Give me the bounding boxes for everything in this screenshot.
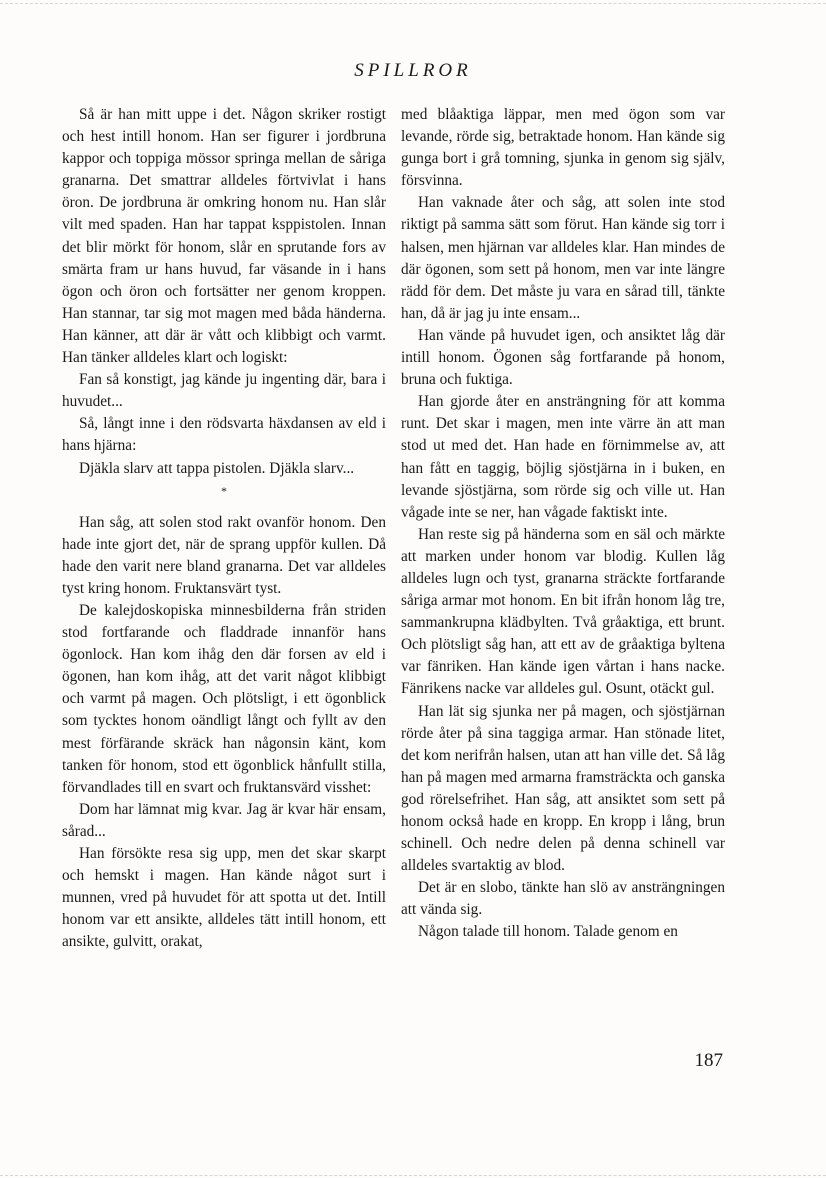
paragraph: Han lät sig sjunka ner på magen, och sjöstjärnan rörde åter på sina taggiga armar. Han stönade litet, det kom nerifrån halsen, utan att han ville det. Så låg han på magen med armarna framsträckta och ganska god rörelsefrihet. Han såg, att ansiktet som sett på honom också hade en kropp. En kropp i lång, brun schinell. Och nedre delen på denna schinell var alldeles svartaktig av blod. bbox=[401, 702, 725, 875]
paragraph: Han försökte resa sig upp, men det skar skarpt och hemskt i magen. Han kände något surt i munnen, vred på huvudet för att spotta ut det. Intill honom var ett ansikte, alldeles tätt intill honom, ett ansikte, gulvitt, orakat, bbox=[62, 845, 386, 951]
section-separator: * bbox=[221, 483, 227, 498]
paragraph: De kalejdoskopiska minnesbilderna från striden stod fortfarande och fladdrade innanför hans ögonlock. Han kom ihåg den där forsen av eld i ögonen, han kom ihåg, att det varit något klibbigt och varmt på magen. Och plötsligt, i ett ögonblick som tycktes honom oändligt långt och fyllt av den mest förfärande skräck han någonsin känt, kom tanken för honom, stod ett ögonblick hånfullt stilla, förvandlades till en svart och fruktansvärd visshet: bbox=[62, 601, 386, 796]
left-column bbox=[62, 104, 386, 953]
paragraph: med blåaktiga läppar, men med ögon som var levande, rörde sig, betraktade honom. Han kände sig gunga bort i grå tomning, sjunka in genom sig själv, försvinna. bbox=[401, 106, 725, 190]
paragraph: Någon talade till honom. Talade genom en bbox=[418, 923, 678, 941]
paragraph: Han gjorde åter en ansträngning för att komma runt. Det skar i magen, men inte värre än att man stod ut med det. Han hade en förnimmelse av, att han fått en taggig, böjlig sjöstjärna in i buken, en levande sjöstjärna, som rörde sig och ville ut. Han vågade inte se ner, han vågade faktiskt inte. bbox=[401, 393, 725, 521]
paragraph: Han reste sig på händerna som en säl och märkte att marken under honom var blodig. Kullen låg alldeles lugn och tyst, granarna sträckte fortfarande såriga armar mot honom. En bit ifrån honom låg tre, sammankrupna klädbylten. Två gråaktiga, ett brunt. Och plötsligt såg han, att ett av de gråaktiga byltena var fänriken. Han kände igen vårtan i hans nacke. Fänrikens nacke var alldeles gul. Osunt, otäckt gul. bbox=[401, 525, 725, 698]
page-number: 187 bbox=[694, 1050, 723, 1071]
paragraph: Han vaknade åter och såg, att solen inte stod riktigt på samma sätt som förut. Han kände sig torr i halsen, men hjärnan var alldeles klar. Han mindes de där ögonen, som sett på honom, men var inte längre rädd för dem. Det måste ju vara en sårad till, tänkte han, då är jag ju inte ensam... bbox=[401, 194, 725, 322]
paragraph: Dom har lämnat mig kvar. Jag är kvar här ensam, sårad... bbox=[62, 800, 386, 840]
paragraph: Så är han mitt uppe i det. Någon skriker rostigt och hest intill honom. Han ser figurer i jordbruna kappor och toppiga mössor springa mellan de såriga granarna. Det smattrar alldeles förtvivlat i hans öron. De jordbruna är omkring honom nu. Han slår vilt med spaden. Han har tappat ksppistolen. Innan det blir mörkt för honom, slår en sprutande fors av smärta fram ur hans huvud, far väsande in i hans ögon och öron och fortsätter ner genom kroppen. Han stannar, tar sig mot magen med båda händerna. Han känner, att där är vått och klibbigt och varmt. Han tänker alldeles klart och logiskt: bbox=[62, 106, 386, 367]
page-bottom-edge bbox=[0, 1174, 826, 1176]
paragraph: Djäkla slarv att tappa pistolen. Djäkla slarv... bbox=[79, 459, 355, 477]
running-header: SPILLROR bbox=[354, 60, 472, 81]
paragraph: Han såg, att solen stod rakt ovanför honom. Den hade inte gjort det, när de sprang uppför kullen. Då hade den varit nere bland granarna. Det var alldeles tyst kring honom. Fruktansvärt tyst. bbox=[62, 513, 386, 597]
paragraph: Så, långt inne i den rödsvarta häxdansen av eld i hans hjärna: bbox=[62, 415, 386, 455]
paragraph: Fan så konstigt, jag kände ju ingenting där, bara i huvudet... bbox=[62, 371, 386, 411]
paragraph: Han vände på huvudet igen, och ansiktet låg där intill honom. Ögonen såg fortfarande på honom, bruna och fuktiga. bbox=[401, 326, 725, 389]
page-top-edge bbox=[0, 0, 826, 4]
right-column bbox=[401, 104, 725, 944]
paragraph: Det är en slobo, tänkte han slö av ansträngningen att vända sig. bbox=[401, 879, 725, 919]
